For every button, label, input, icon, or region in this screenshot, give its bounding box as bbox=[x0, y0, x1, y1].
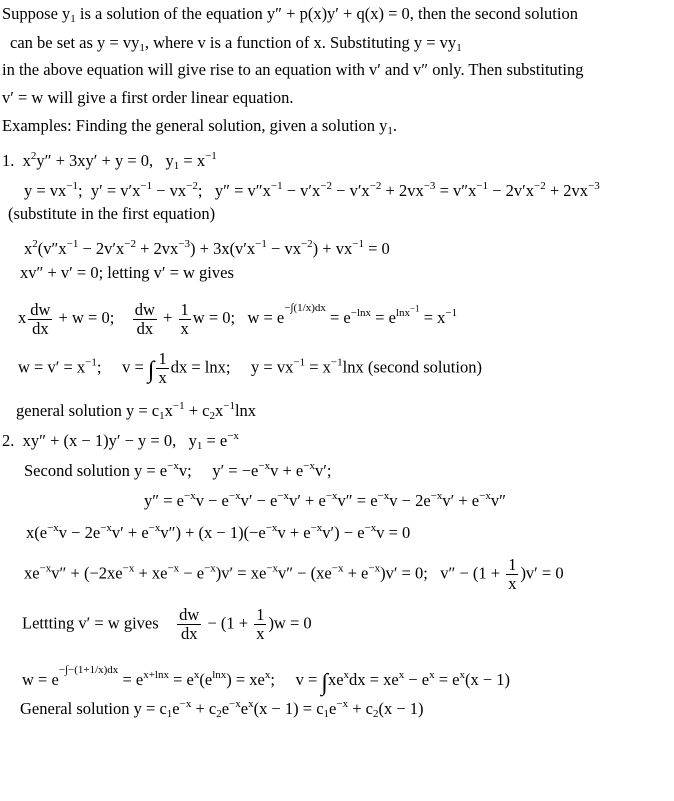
example-2-reduced: $xe^{-x}v'' + (-2xe^{-x} + xe^{-x} - e^{-x})v' = xe^{-x}v'' - (xe^{-x} + e^{-x})v' = 0$; v″ − (1 + $\frac{1}{x}$ )v′ = 0 bbox=[24, 555, 564, 593]
example-2-heading: 2. xy″ + (x − 1)y′ − y = 0, $y_1 = e^{-x}$ bbox=[2, 430, 239, 452]
example-2-first-order: Lettting v′ = w gives $\frac{dw}{dx}$ − (1 + $\frac{1}{x}$ )w = 0 bbox=[22, 605, 312, 643]
intro-line-3: in the above equation will give rise to an equation with v′ and v″ only. Then substituting bbox=[2, 60, 584, 79]
example-2-second-derivative: $y'' = e^{-x}v - e^{-x}v' - e^{-x}v' + e^{-x}v'' = e^{-x}v - 2e^{-x}v' + e^{-x}v''$ bbox=[144, 490, 506, 510]
example-1-substituted: $x^2(v''x^{-1} - 2v'x^{-2} + 2vx^{-3}) + 3x(v'x^{-1} - vx^{-2}) + vx^{-1} = 0$ bbox=[24, 238, 390, 258]
examples-heading: Examples: Finding the general solution, given a solution $y_1$. bbox=[2, 116, 398, 137]
example-1-heading: 1. $x^2y'' + 3xy' + y = 0$, $y_1 = x^{-1}$ bbox=[2, 150, 217, 172]
intro-text: can be set as y = vy bbox=[10, 33, 140, 52]
example-1-note: (substitute in the first equation) bbox=[8, 204, 216, 223]
example-2-substituted: $x(e^{-x}v - 2e^{-x}v' + e^{-x}v'') + (x - 1)(-e^{-x}v + e^{-x}v') - e^{-x}v = 0$ bbox=[26, 522, 411, 542]
second-solution-label: (second solution) bbox=[367, 357, 482, 377]
second-solution-label: Second solution bbox=[24, 461, 130, 480]
example-number: 1. bbox=[2, 151, 15, 170]
letting-text: Lettting v′ = w gives bbox=[22, 613, 159, 633]
intro-line-4: v′ = w will give a first order linear equation. bbox=[2, 88, 294, 107]
example-number: 2. bbox=[2, 431, 15, 450]
general-solution-label: general solution bbox=[16, 401, 122, 420]
example-1-derivatives: $y = vx^{-1}$; $y' = v'x^{-1} - vx^{-2}$; $y'' = v''x^{-1} - v'x^{-2} - v'x^{-2} + 2vx^{-3} = v''x^{-1} - 2v'x^{-2} + 2vx^{-3}$ bbox=[24, 180, 600, 200]
example-2-integration: $w = e^{-\int-(1+1/x)dx} = e^{x+lnx} = e^x(e^{lnx}) = xe^x$; $v = \int xe^xdx = xe^x - e^x = e^x(x - 1)$ bbox=[22, 664, 511, 696]
example-1-general-solution: general solution $y = c_1x^{-1} + c_2x^{-1}\ln x$ bbox=[16, 400, 257, 422]
examples-text: . bbox=[392, 116, 398, 135]
intro-line-2: can be set as $y = vy_1$, where v is a function of x. Substituting $y = vy_1$ bbox=[10, 33, 462, 54]
example-1-reduced: xv″ + v′ = 0; letting v′ = w gives bbox=[20, 263, 234, 282]
examples-text: Examples: Finding the general solution, given a solution y bbox=[2, 116, 388, 135]
intro-line-1: Suppose $y_1$ is a solution of the equation y″ + p(x)y′ + q(x) = 0, then the second solution bbox=[2, 4, 578, 25]
intro-text: is a solution of the equation y″ + p(x)y′ + q(x) = 0, then the second solution bbox=[75, 4, 578, 23]
intro-text: Suppose y bbox=[2, 4, 71, 23]
example-2-second-solution: Second solution $y = e^{-x}v$; $y' = -e^{-x}v + e^{-x}v'$; bbox=[24, 460, 332, 480]
example-2-general-solution: General solution $y = c_1e^{-x} + c_2e^{-x}e^x(x - 1) = c_1e^{-x} + c_2(x - 1)$ bbox=[20, 698, 424, 720]
intro-text: , where v is a function of x. Substituting y = vy bbox=[144, 33, 457, 52]
example-1-integration: $w = v' = x^{-1}$; v = ∫ $\frac{1}{x}$ dx = lnx; $y = vx^{-1} = x^{-1}\ln x$ (second solution) bbox=[18, 349, 482, 387]
example-1-first-order: x $\frac{dw}{dx}$ + w = 0; $\frac{dw}{dx}$ + $\frac{1}{x}$ w = 0; $w = e^{-\int(1/x)dx} = e^{-lnx} = e^{lnx^{-1}} = x^{-1}$ bbox=[18, 299, 458, 338]
general-solution-label: General solution bbox=[20, 699, 130, 718]
